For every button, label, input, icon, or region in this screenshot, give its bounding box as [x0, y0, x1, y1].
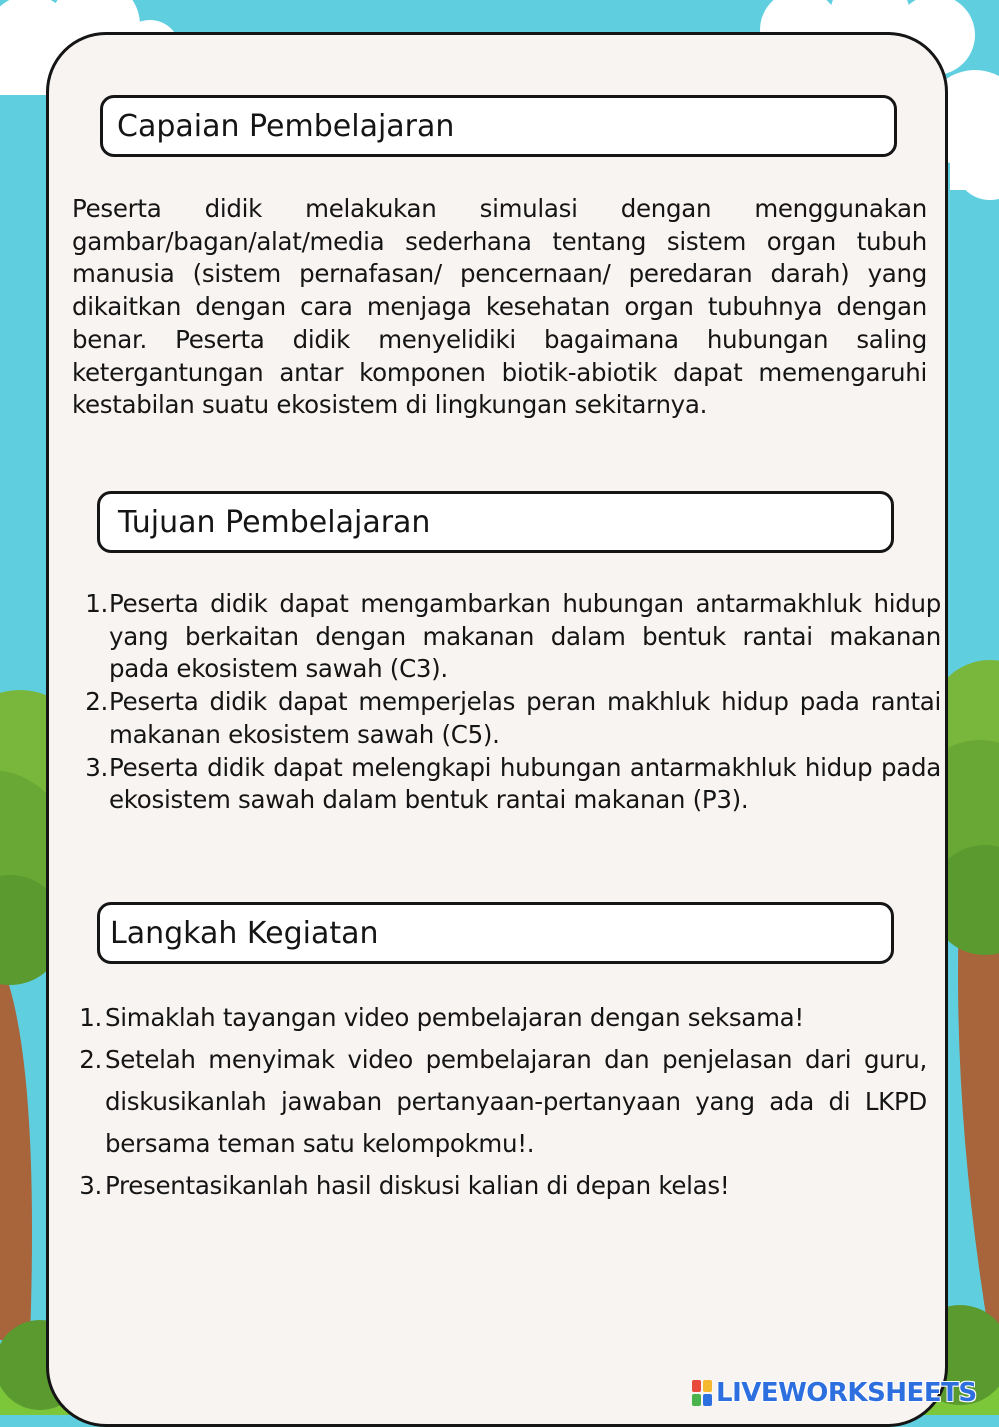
watermark-text: LIVEWORKSHEETS [716, 1378, 977, 1408]
list-number: 3. [85, 752, 108, 782]
list-number: 2. [85, 687, 108, 717]
list-item [62, 1165, 927, 1207]
liveworksheets-watermark [692, 1375, 977, 1411]
list-number: 2. [79, 1045, 102, 1074]
list-text: Setelah menyimak video pembelajaran dan penjelasan dari guru, diskusikanlah jawaban pertanyaan-pertanyaan yang ada di LKPD bersama teman satu kelompokmu!. [105, 1045, 927, 1158]
capaian-header [100, 95, 897, 157]
list-item [68, 752, 941, 817]
tujuan-list [68, 588, 941, 817]
list-number: 3. [79, 1171, 102, 1200]
list-text: Presentasikanlah hasil diskusi kalian di depan kelas! [105, 1171, 730, 1200]
list-text: Peserta didik dapat melengkapi hubungan antarmakhluk hidup pada ekosistem sawah dalam bentuk rantai makanan (P3). [109, 752, 941, 815]
list-text: Peserta didik dapat mengambarkan hubungan antarmakhluk hidup yang berkaitan dengan makanan dalam bentuk rantai makanan pada ekosistem sawah (C3). [109, 589, 941, 684]
list-item [62, 1039, 927, 1165]
list-text: Simaklah tayangan video pembelajaran dengan seksama! [105, 1003, 804, 1032]
capaian-paragraph: Peserta didik melakukan simulasi dengan menggunakan gambar/bagan/alat/media sederhana tentang sistem organ tubuh manusia (sistem pernafasan/ pencernaan/ peredaran darah) yang dikaitkan dengan cara menjaga kesehatan organ tubuhnya dengan benar. Peserta didik menyelidiki bagaimana hubungan saling ketergantungan antar komponen biotik-abiotik dapat memengaruhi kestabilan suatu ekosistem di lingkungan sekitarnya. [72, 194, 927, 420]
list-text: Peserta didik dapat memperjelas peran makhluk hidup pada rantai makanan ekosistem sawah (C5). [109, 687, 941, 749]
list-item [62, 997, 927, 1039]
list-item [68, 686, 941, 751]
list-item [68, 588, 941, 686]
tujuan-title: Tujuan Pembelajaran [118, 504, 431, 540]
list-number: 1. [79, 1003, 102, 1032]
capaian-title: Capaian Pembelajaran [117, 108, 455, 144]
langkah-list [62, 997, 927, 1207]
liveworksheets-logo-icon [692, 1380, 712, 1406]
list-number: 1. [85, 589, 108, 618]
langkah-header [97, 902, 894, 964]
tujuan-header [97, 491, 894, 553]
langkah-title: Langkah Kegiatan [110, 915, 379, 951]
